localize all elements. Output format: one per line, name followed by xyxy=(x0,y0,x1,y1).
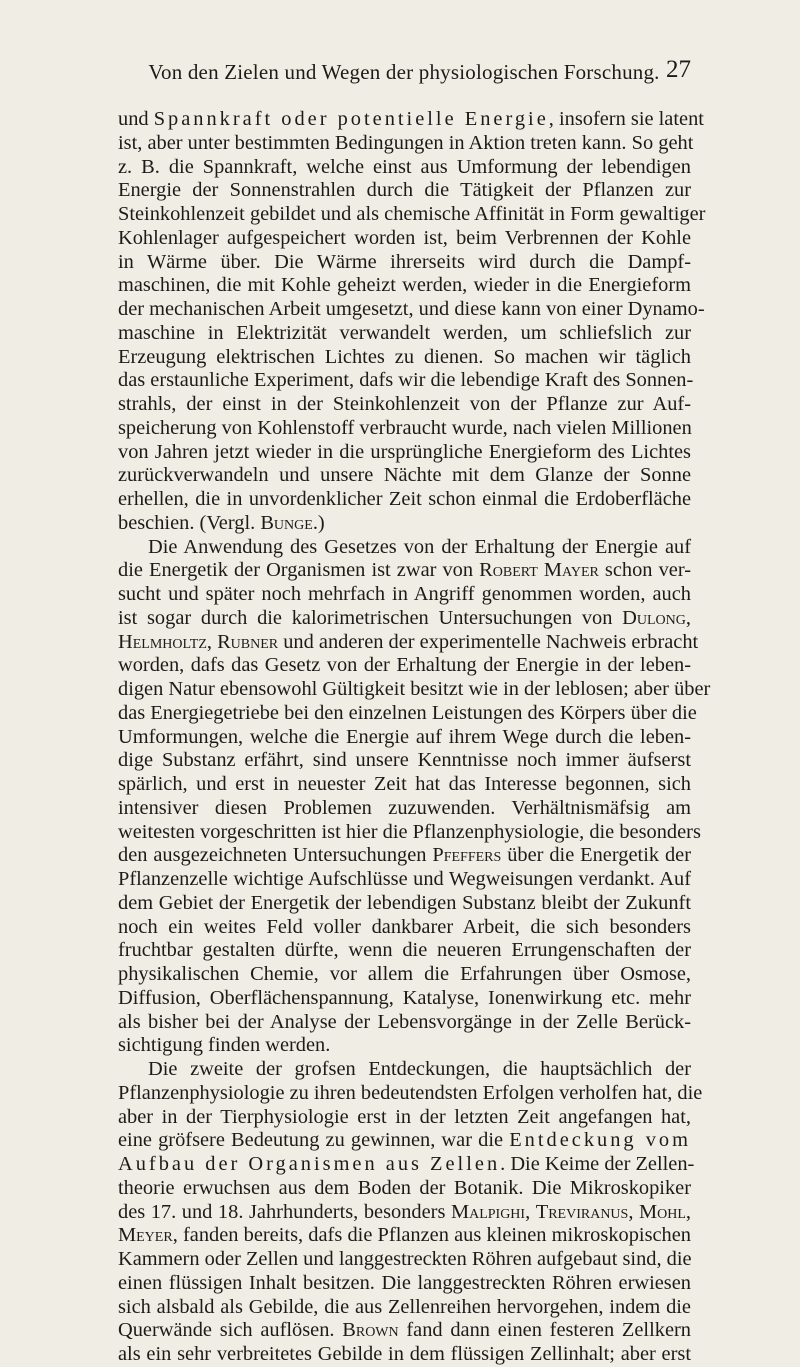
text-line xyxy=(118,131,694,156)
text-run: Diffusion, Oberflächenspannung, Katalyse, Ionenwirkung etc. mehr xyxy=(118,986,691,1009)
text-line xyxy=(118,559,691,583)
text-line xyxy=(118,1319,691,1343)
text-line xyxy=(118,607,691,631)
text-line xyxy=(118,1177,691,1201)
text-run: Pflanzenzelle wichtige Aufschlüsse und Wegweisungen verdankt. Auf xyxy=(118,868,691,890)
text-run: , xyxy=(685,1200,692,1223)
text-run: z. B. die Spannkraft, welche einst aus Umformung der lebendigen xyxy=(118,155,691,178)
text-line xyxy=(118,1248,691,1272)
text-run: speicherung von Kohlenstoff verbraucht wurde, nach vielen Millionen xyxy=(118,416,692,439)
body-text xyxy=(118,108,711,1367)
page-number: 27 xyxy=(666,56,691,83)
author-name: Helmholtz xyxy=(118,630,207,653)
text-line xyxy=(118,1153,695,1177)
author-name: Robert Mayer xyxy=(479,559,599,582)
text-line xyxy=(118,630,699,655)
text-run: einen flüssigen Inhalt besitzen. Die langgestreckten Röhren erwiesen xyxy=(118,1271,691,1294)
text-run: weitesten vorgeschritten ist hier die Pflanzenphysiologie, die besonders xyxy=(118,820,701,843)
text-line xyxy=(118,227,691,251)
text-run: , xyxy=(685,606,691,629)
text-line xyxy=(118,820,701,845)
text-run: erhellen, die in unvordenklicher Zeit schon einmal die Erdoberfläche xyxy=(118,488,691,510)
text-run: das erstaunliche Experiment, dafs wir die lebendige Kraft des Sonnen- xyxy=(118,369,694,392)
text-line xyxy=(118,892,691,916)
text-run: über die Energetik der xyxy=(501,844,691,867)
text-line xyxy=(118,654,691,678)
text-line xyxy=(118,393,691,417)
text-run: die Energetik der Organismen ist zwar von xyxy=(118,559,480,582)
text-line xyxy=(118,726,691,750)
text-line xyxy=(118,1272,691,1296)
text-run: , insofern sie latent xyxy=(548,108,704,130)
text-line xyxy=(118,1129,691,1153)
text-line xyxy=(118,298,705,322)
text-run: , xyxy=(628,1200,639,1223)
text-run: sich alsbald als Gebilde, die aus Zellenreihen hervorgehen, indem die xyxy=(118,1295,691,1318)
author-name: Brown xyxy=(342,1319,399,1342)
text-line xyxy=(118,987,691,1011)
text-line xyxy=(118,274,691,298)
text-run: intensiver diesen Problemen zuzuwenden. Verhältnismäfsig am xyxy=(118,796,691,819)
text-run: den ausgezeichneten Untersuchungen xyxy=(118,844,433,867)
text-run: der mechanischen Arbeit umgesetzt, und diese kann von einer Dynamo- xyxy=(118,298,705,320)
text-line xyxy=(118,156,691,180)
author-name: Rubner xyxy=(217,630,279,653)
text-line xyxy=(118,1081,703,1106)
text-run: aber in der Tierphysiologie erst in der letzten Zeit angefangen hat, xyxy=(118,1105,691,1128)
text-line xyxy=(118,583,691,607)
text-line xyxy=(118,701,697,726)
text-run: maschine in Elektrizität verwandelt werden, um schliefslich zur xyxy=(118,321,691,344)
text-run: dem Gebiet der Energetik der lebendigen Substanz bleibt der Zukunft xyxy=(118,891,691,914)
emphasized-text: Spannkraft oder potentielle Energie xyxy=(153,108,549,130)
text-run: das Energiegetriebe bei den einzelnen Leistungen des Körpers über die xyxy=(118,701,697,724)
text-run: Umformungen, welche die Energie auf ihrem Wege durch die leben- xyxy=(118,725,691,748)
text-line xyxy=(118,1224,691,1248)
text-line xyxy=(118,108,704,132)
text-run: ist sogar durch die kalorimetrischen Untersuchungen von xyxy=(118,606,623,629)
text-line xyxy=(118,536,691,560)
text-line xyxy=(118,1201,691,1225)
text-line xyxy=(118,488,691,512)
text-run: Erzeugung elektrischen Lichtes zu dienen. So machen wir täglich xyxy=(118,345,691,368)
text-run: und xyxy=(118,108,154,130)
author-name: Dulong xyxy=(622,606,686,629)
text-line xyxy=(118,1011,691,1035)
text-line xyxy=(118,916,691,940)
text-run: zurückverwandeln und unsere Nächte mit dem Glanze der Sonne xyxy=(118,464,691,487)
author-name: Pfeffers xyxy=(432,844,502,867)
text-line xyxy=(118,512,691,536)
text-run: Querwände sich auflösen. xyxy=(118,1319,343,1342)
running-head: Von den Zielen und Wegen der physiologischen Forschung. xyxy=(148,60,660,84)
text-line xyxy=(118,1106,691,1130)
text-run: fruchtbar gestalten dürfte, wenn die neueren Errungenschaften der xyxy=(118,939,691,962)
text-run: sichtigung finden werden. xyxy=(118,1034,331,1057)
text-run: digen Natur ebensowohl Gültigkeit besitzt wie in der leblosen; aber über xyxy=(118,678,711,700)
text-line xyxy=(118,1034,691,1058)
text-run: worden, dafs das Gesetz von der Erhaltung der Energie in der leben- xyxy=(118,654,691,677)
text-line xyxy=(118,203,706,227)
text-run: fand dann einen festeren Zellkern xyxy=(398,1319,691,1342)
text-run: ist, aber unter bestimmten Bedingungen in Aktion treten kann. So geht xyxy=(118,131,694,154)
text-run: dige Substanz erfährt, sind unsere Kenntnisse noch immer äufserst xyxy=(118,749,691,772)
text-run: Die Anwendung des Gesetzes von der Erhaltung der Energie auf xyxy=(148,535,691,558)
text-run: noch ein weites Feld voller dankbarer Arbeit, die sich besonders xyxy=(118,915,691,938)
text-run: eine gröfsere Bedeutung zu gewinnen, war die xyxy=(118,1129,510,1152)
emphasized-text: Aufbau der Organismen aus Zellen xyxy=(118,1153,501,1175)
text-line xyxy=(118,1296,691,1320)
text-line xyxy=(118,868,691,892)
text-line xyxy=(118,678,711,702)
text-line xyxy=(118,179,691,203)
emphasized-text: Entdeckung vom xyxy=(509,1129,691,1152)
text-run: strahls, der einst in der Steinkohlenzeit von der Pflanze zur Auf- xyxy=(118,393,691,415)
text-line xyxy=(118,939,691,963)
text-line xyxy=(118,1343,691,1367)
text-run: spärlich, und erst in neuester Zeit hat das Interesse begonnen, sich xyxy=(118,773,691,795)
text-run: sucht und später noch mehrfach in Angriff genommen worden, auch xyxy=(118,583,691,605)
text-run: und anderen der experimentelle Nachweis erbracht xyxy=(278,630,699,653)
author-name: Malpighi xyxy=(450,1200,526,1223)
text-run: , xyxy=(206,630,218,653)
text-line xyxy=(118,1058,691,1082)
text-run: als bisher bei der Analyse der Lebensvorgänge in der Zelle Berück- xyxy=(118,1010,691,1033)
text-run: maschinen, die mit Kohle geheizt werden, wieder in die Energieform xyxy=(118,274,691,297)
text-run: , fanden bereits, dafs die Pflanzen aus kleinen mikroskopischen xyxy=(172,1224,691,1247)
text-run: , xyxy=(525,1200,536,1223)
text-run: physikalischen Chemie, vor allem die Erfahrungen über Osmose, xyxy=(118,963,691,985)
text-run: . Die Keime der Zellen- xyxy=(500,1153,695,1175)
text-line xyxy=(118,749,691,773)
text-line xyxy=(118,963,691,987)
author-name: Mohl xyxy=(639,1200,686,1223)
text-run: theorie erwuchsen aus dem Boden der Botanik. Die Mikroskopiker xyxy=(118,1176,691,1199)
text-run: schon ver- xyxy=(598,559,691,582)
text-run: Kohlenlager aufgespeichert worden ist, beim Verbrennen der Kohle xyxy=(118,226,691,249)
text-line xyxy=(118,251,691,275)
text-run: Die zweite der grofsen Entdeckungen, die hauptsächlich der xyxy=(148,1058,691,1080)
text-run: des 17. und 18. Jahrhunderts, besonders xyxy=(118,1200,451,1223)
text-run: Kammern oder Zellen und langgestreckten Röhren aufgebaut sind, die xyxy=(118,1248,692,1270)
text-line xyxy=(118,797,691,821)
text-run: .) xyxy=(312,511,325,534)
text-line xyxy=(118,844,691,868)
text-run: Energie der Sonnenstrahlen durch die Tätigkeit der Pflanzen zur xyxy=(118,179,691,202)
text-run: als ein sehr verbreitetes Gebilde in dem flüssigen Zellinhalt; aber erst xyxy=(118,1343,691,1365)
text-line xyxy=(118,322,691,346)
text-line xyxy=(118,417,691,441)
text-line xyxy=(118,464,691,488)
text-run: beschien. (Vergl. xyxy=(118,511,261,534)
text-run: in Wärme über. Die Wärme ihrerseits wird durch die Dampf- xyxy=(118,250,691,273)
text-line xyxy=(118,369,694,393)
text-line xyxy=(118,346,691,370)
text-run: Pflanzenphysiologie zu ihren bedeutendsten Erfolgen verholfen hat, die xyxy=(118,1081,703,1104)
author-name: Bunge xyxy=(260,511,313,534)
text-line xyxy=(118,441,691,465)
text-run: Steinkohlenzeit gebildet und als chemische Affinität in Form gewaltiger xyxy=(118,203,706,225)
text-run: von Jahren jetzt wieder in die ursprüngliche Energieform des Lichtes xyxy=(118,440,691,463)
author-name: Meyer xyxy=(118,1224,173,1247)
author-name: Treviranus xyxy=(535,1200,629,1223)
text-line xyxy=(118,773,691,797)
